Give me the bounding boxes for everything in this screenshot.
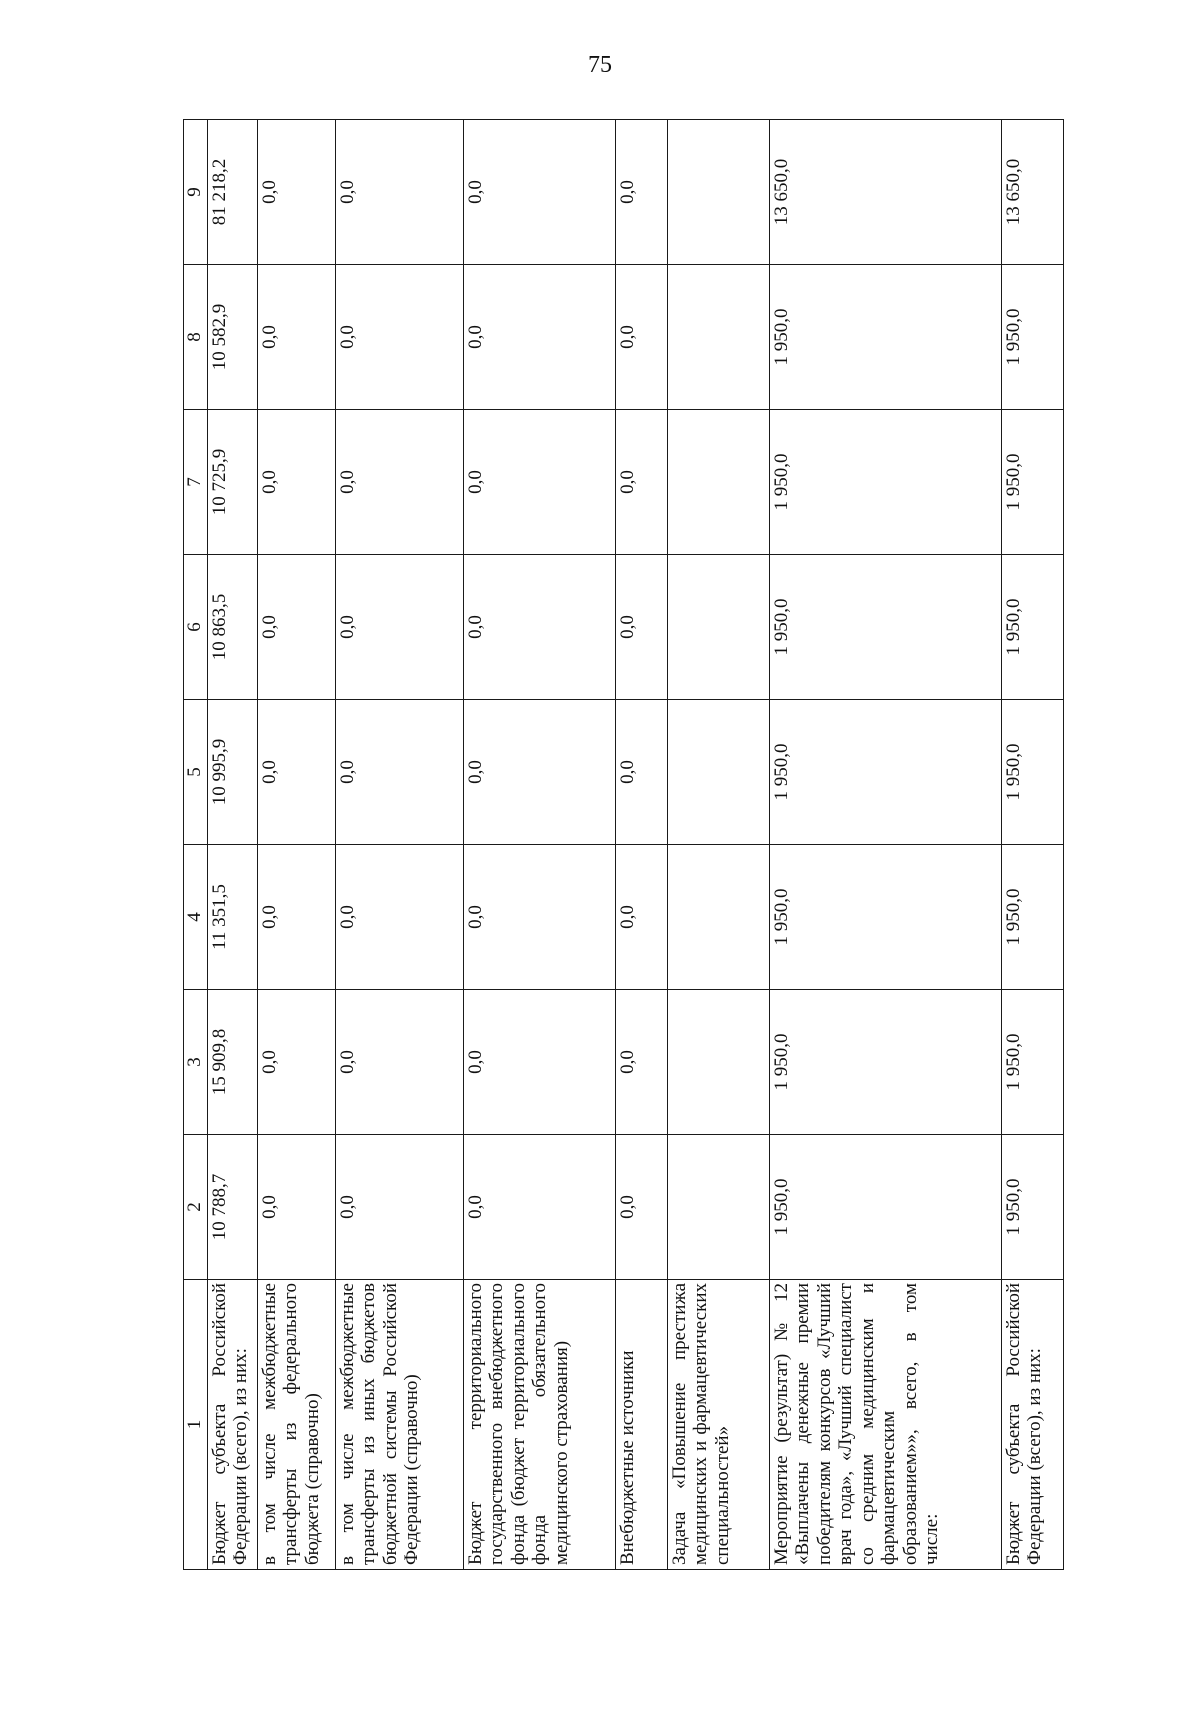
cell-value: 1 950,0 bbox=[770, 265, 1002, 410]
cell-value: 0,0 bbox=[336, 845, 464, 990]
cell-value bbox=[668, 990, 770, 1135]
row-label: в том числе межбюджетные трансферты из иных бюджетов бюджетной системы Российской Федерации (справочно) bbox=[336, 1280, 464, 1570]
cell-value: 81 218,2 bbox=[208, 120, 258, 265]
cell-value: 0,0 bbox=[336, 1135, 464, 1280]
cell-value: 0,0 bbox=[616, 410, 668, 555]
cell-value: 0,0 bbox=[336, 700, 464, 845]
column-header: 9 bbox=[184, 120, 208, 265]
cell-value: 13 650,0 bbox=[1002, 120, 1064, 265]
cell-value: 0,0 bbox=[616, 120, 668, 265]
cell-value: 11 351,5 bbox=[208, 845, 258, 990]
cell-value: 0,0 bbox=[616, 700, 668, 845]
column-header: 7 bbox=[184, 410, 208, 555]
cell-value: 0,0 bbox=[258, 120, 336, 265]
table-row bbox=[464, 120, 616, 1570]
column-header: 5 bbox=[184, 700, 208, 845]
cell-value: 0,0 bbox=[616, 845, 668, 990]
cell-value: 0,0 bbox=[336, 555, 464, 700]
column-header: 8 bbox=[184, 265, 208, 410]
table-row bbox=[336, 120, 464, 1570]
cell-value: 0,0 bbox=[464, 1135, 616, 1280]
table-row bbox=[1002, 120, 1064, 1570]
cell-value: 0,0 bbox=[258, 1135, 336, 1280]
row-label: Мероприятие (результат) № 12 «Выплачены денежные премии победителям конкурсов «Лучший врач года», «Лучший специалист со средним медицинским и фармацевтическим образованием»», всего, в том числе: bbox=[770, 1280, 1002, 1570]
cell-value: 10 863,5 bbox=[208, 555, 258, 700]
cell-value: 0,0 bbox=[336, 410, 464, 555]
cell-value: 0,0 bbox=[464, 265, 616, 410]
cell-value: 10 725,9 bbox=[208, 410, 258, 555]
cell-value: 0,0 bbox=[336, 265, 464, 410]
cell-value: 0,0 bbox=[258, 265, 336, 410]
cell-value: 1 950,0 bbox=[1002, 1135, 1064, 1280]
cell-value: 1 950,0 bbox=[770, 845, 1002, 990]
cell-value: 1 950,0 bbox=[1002, 265, 1064, 410]
cell-value bbox=[668, 555, 770, 700]
rotated-table-container bbox=[183, 120, 1063, 1570]
cell-value: 1 950,0 bbox=[1002, 700, 1064, 845]
cell-value bbox=[668, 410, 770, 555]
cell-value: 10 995,9 bbox=[208, 700, 258, 845]
cell-value: 0,0 bbox=[258, 845, 336, 990]
row-label: Задача «Повышение престижа медицинских и фармацевтических специальностей» bbox=[668, 1280, 770, 1570]
table-row bbox=[616, 120, 668, 1570]
column-header: 6 bbox=[184, 555, 208, 700]
cell-value: 1 950,0 bbox=[770, 1135, 1002, 1280]
cell-value: 0,0 bbox=[258, 700, 336, 845]
cell-value: 1 950,0 bbox=[770, 700, 1002, 845]
cell-value: 1 950,0 bbox=[770, 410, 1002, 555]
column-header: 2 bbox=[184, 1135, 208, 1280]
cell-value: 0,0 bbox=[464, 990, 616, 1135]
row-label: Внебюджетные источники bbox=[616, 1280, 668, 1570]
cell-value: 0,0 bbox=[258, 990, 336, 1135]
cell-value: 1 950,0 bbox=[770, 555, 1002, 700]
table-row bbox=[770, 120, 1002, 1570]
cell-value: 0,0 bbox=[336, 120, 464, 265]
row-label: Бюджет территориального государственного внебюджетного фонда (бюджет территориального фонда обязательного медицинского страхования) bbox=[464, 1280, 616, 1570]
cell-value: 0,0 bbox=[616, 1135, 668, 1280]
row-label: в том числе межбюджетные трансферты из федерального бюджета (справочно) bbox=[258, 1280, 336, 1570]
cell-value: 0,0 bbox=[464, 120, 616, 265]
cell-value: 1 950,0 bbox=[770, 990, 1002, 1135]
cell-value: 10 582,9 bbox=[208, 265, 258, 410]
cell-value: 1 950,0 bbox=[1002, 410, 1064, 555]
cell-value: 0,0 bbox=[616, 990, 668, 1135]
cell-value: 0,0 bbox=[258, 555, 336, 700]
cell-value: 0,0 bbox=[616, 265, 668, 410]
cell-value bbox=[668, 845, 770, 990]
budget-table bbox=[183, 119, 1064, 1570]
cell-value: 15 909,8 bbox=[208, 990, 258, 1135]
table-row bbox=[258, 120, 336, 1570]
row-label: Бюджет субъекта Российской Федерации (всего), из них: bbox=[208, 1280, 258, 1570]
cell-value: 0,0 bbox=[464, 555, 616, 700]
cell-value: 1 950,0 bbox=[1002, 555, 1064, 700]
cell-value: 10 788,7 bbox=[208, 1135, 258, 1280]
row-label: Бюджет субъекта Российской Федерации (всего), из них: bbox=[1002, 1280, 1064, 1570]
cell-value: 0,0 bbox=[464, 410, 616, 555]
table-row bbox=[668, 120, 770, 1570]
cell-value: 13 650,0 bbox=[770, 120, 1002, 265]
cell-value bbox=[668, 120, 770, 265]
cell-value: 0,0 bbox=[336, 990, 464, 1135]
page-number: 75 bbox=[588, 52, 612, 78]
cell-value bbox=[668, 265, 770, 410]
column-header: 4 bbox=[184, 845, 208, 990]
column-header: 1 bbox=[184, 1280, 208, 1570]
cell-value: 0,0 bbox=[464, 845, 616, 990]
table-header-row bbox=[184, 120, 208, 1570]
table-row bbox=[208, 120, 258, 1570]
cell-value: 0,0 bbox=[258, 410, 336, 555]
cell-value: 0,0 bbox=[464, 700, 616, 845]
column-header: 3 bbox=[184, 990, 208, 1135]
cell-value: 1 950,0 bbox=[1002, 990, 1064, 1135]
cell-value bbox=[668, 700, 770, 845]
cell-value: 1 950,0 bbox=[1002, 845, 1064, 990]
cell-value: 0,0 bbox=[616, 555, 668, 700]
cell-value bbox=[668, 1135, 770, 1280]
